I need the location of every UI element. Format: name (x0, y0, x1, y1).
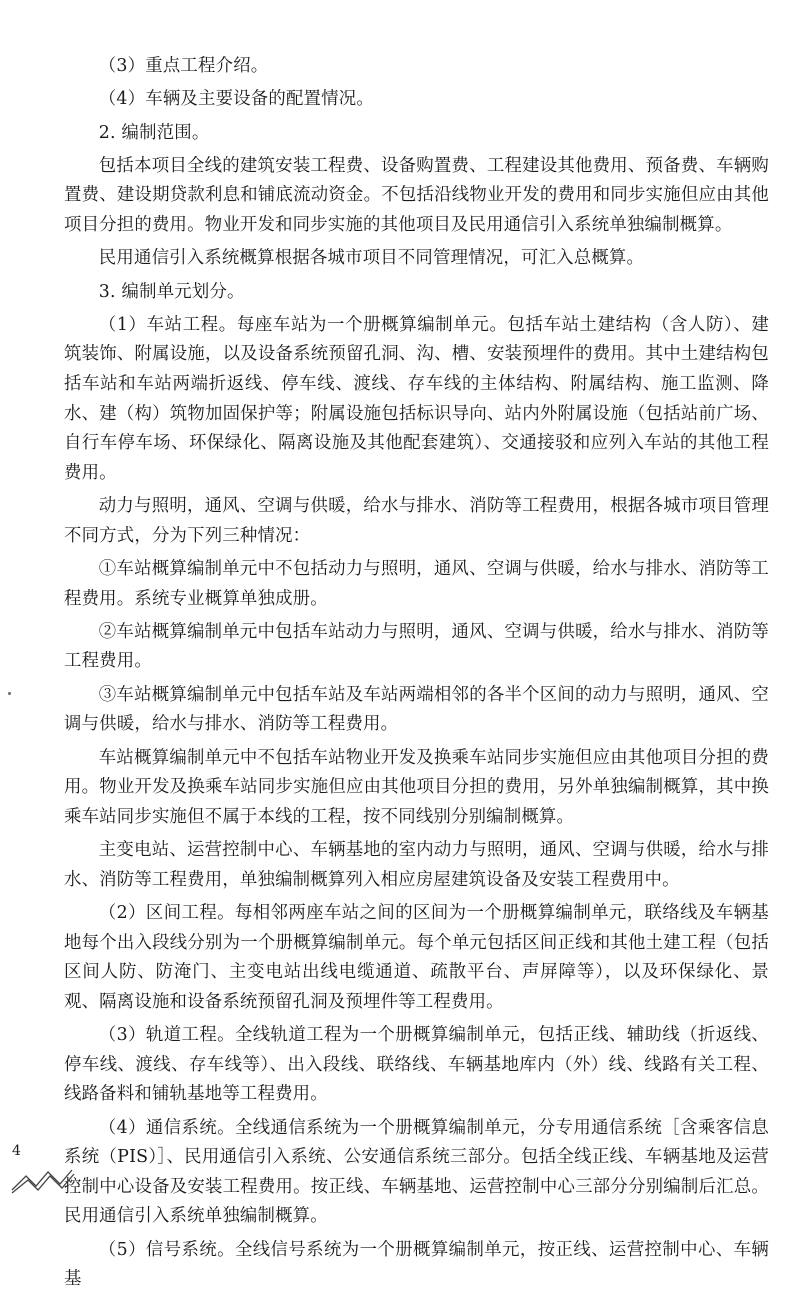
page-number: 4 (12, 1143, 21, 1159)
paragraph-civil-comm: 民用通信引入系统概算根据各城市项目不同管理情况，可汇入总概算。 (98, 248, 645, 269)
paragraph-track-works: （3）轨道工程。全线轨道工程为一个册概算编制单元，包括正线、辅助线（折返线、停车线、渡线、存车线等）、出入段线、联络线、车辆基地库内（外）线、线路有关工程、线路备料和铺轨基地等工程费用。 (64, 1025, 769, 1105)
paragraph-communication: （4）通信系统。全线通信系统为一个册概算编制单元，分专用通信系统［含乘客信息系统（PIS）］、民用通信引入系统、公安通信系统三部分。包括全线正线、车辆基地及运营控制中心设备及安装工程费用。按正线、车辆基地、运营控制中心三部分分别编制后汇总。民用通信引入系统单独编制概算。 (64, 1117, 769, 1227)
paragraph-power-lighting: 动力与照明，通风、空调与供暖，给水与排水、消防等工程费用，根据各城市项目管理不同方式，分为下列三种情况： (64, 496, 769, 546)
section-heading-units: 3. 编制单元划分。 (98, 281, 245, 302)
paragraph-key-works: （3）重点工程介绍。 (98, 56, 269, 76)
paragraph-case-1: ①车站概算编制单元中不包括动力与照明，通风、空调与供暖，给水与排水、消防等工程费用。系统专业概算单独成册。 (64, 559, 769, 609)
paragraph-section-works: （2）区间工程。每相邻两座车站之间的区间为一个册概算编制单元，联络线及车辆基地每个出入段线分别为一个册概算编制单元。每个单元包括区间正线和其他土建工程（包括区间人防、防淹门、主变电站出线电缆通道、疏散平台、声屏障等），以及环保绿化、景观、隔离设施和设备系统预留孔洞及预埋件等工程费用。 (64, 902, 769, 1012)
paragraph-exclusions: 车站概算编制单元中不包括车站物业开发及换乘车站同步实施但应由其他项目分担的费用。物业开发及换乘车站同步实施但应由其他项目分担的费用，另外单独编制概算，其中换乘车站同步实施但不属于本线的工程，按不同线别分别编制概算。 (64, 747, 769, 827)
paragraph-signal: （5）信号系统。全线信号系统为一个册概算编制单元，按正线、运营控制中心、车辆基 (64, 1239, 769, 1290)
margin-dot (8, 692, 11, 695)
zigzag-line-icon (10, 1160, 110, 1194)
paragraph-case-3: ③车站概算编制单元中包括车站及车站两端相邻的各半个区间的动力与照明，通风、空调与供暖，给水与排水、消防等工程费用。 (64, 684, 769, 735)
paragraph-scope: 包括本项目全线的建筑安装工程费、设备购置费、工程建设其他费用、预备费、车辆购置费、建设期贷款利息和铺底流动资金。不包括沿线物业开发的费用和同步实施但应由其他项目分担的费用。物业开发和同步实施的其他项目及民用通信引入系统单独编制概算。 (64, 155, 769, 236)
paragraph-station-works: （1）车站工程。每座车站为一个册概算编制单元。包括车站土建结构（含人防）、建筑装饰、附属设施，以及设备系统预留孔洞、沟、槽、安装预埋件的费用。其中土建结构包括车站和车站两端折返线、停车线、渡线、存车线的主体结构、附属结构、施工监测、降水、建（构）筑物加固保护等；附属设施包括标识导向、站内外附属设施（包括站前广场、自行车停车场、环保绿化、隔离设施及其他配套建筑）、交通接驳和应列入车站的其他工程费用。 (64, 314, 769, 483)
paragraph-substation: 主变电站、运营控制中心、车辆基地的室内动力与照明，通风、空调与供暖，给水与排水、消防等工程费用，单独编制概算列入相应房屋建筑设备及安装工程费用中。 (64, 840, 769, 890)
section-heading-scope: 2. 编制范围。 (98, 122, 210, 143)
paragraph-vehicle-config: （4）车辆及主要设备的配置情况。 (98, 89, 374, 110)
paragraph-case-2: ②车站概算编制单元中包括车站动力与照明，通风、空调与供暖，给水与排水、消防等工程费用。 (64, 621, 769, 672)
body-text (64, 52, 769, 1298)
